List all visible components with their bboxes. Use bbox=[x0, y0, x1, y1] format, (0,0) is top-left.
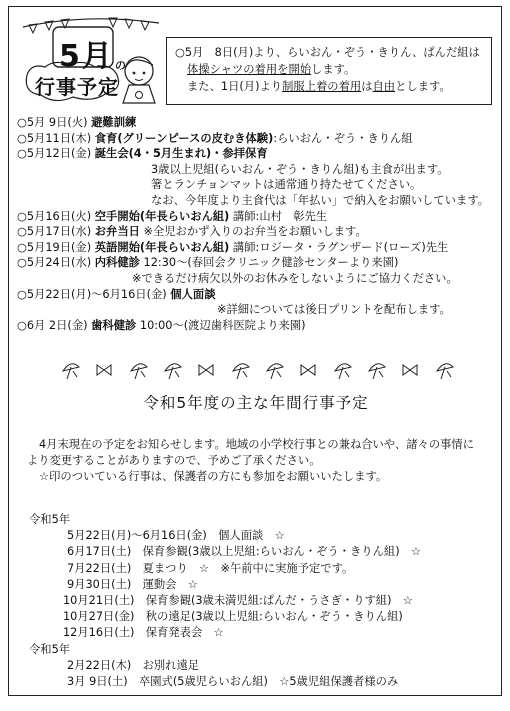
schedule-row bbox=[17, 287, 497, 303]
event-date: ○5月19日(金) bbox=[17, 240, 92, 254]
intro-line: より変更することがありますので、予めご了承ください。 bbox=[27, 454, 321, 467]
ribbon-icon bbox=[301, 365, 315, 375]
event-detail: 12:30～(春回会クリニック健診センターより来園) bbox=[143, 256, 399, 270]
umbrella-icon bbox=[437, 364, 453, 379]
event-title: 誕生会(4・5月生まれ)・参拝保育 bbox=[94, 147, 268, 161]
schedule-row bbox=[17, 115, 497, 131]
umbrella-ribbon-divider bbox=[57, 359, 467, 381]
notice-emphasis: 体操シャツの着用を開始 bbox=[187, 63, 312, 76]
notice-text: は bbox=[361, 80, 373, 93]
schedule-row bbox=[17, 224, 497, 240]
event-date: ○5月12日(金) bbox=[17, 147, 92, 161]
notice-text: します。 bbox=[311, 63, 356, 76]
event-title: 空手開始(年長らいおん組) bbox=[94, 209, 230, 223]
event-detail: 講師:山村 彰先生 bbox=[232, 209, 328, 223]
event-date: ○6月 2日(金) bbox=[17, 318, 88, 332]
annual-event: 7月22日(土) 夏まつり ☆ ※午前中に実施予定です。 bbox=[67, 561, 354, 575]
event-title: 英語開始(年長らいおん組) bbox=[94, 240, 230, 254]
event-note: 3歳以上児組(らいおん・ぞう・きりん組)も主食が出ます。 bbox=[151, 162, 449, 176]
event-detail: :らいおん・ぞう・きりん組 bbox=[273, 131, 413, 145]
event-note: なお、今年度より主食代は「年払い」で納入をお願いしています。 bbox=[151, 193, 490, 207]
schedule-row bbox=[17, 240, 497, 256]
annual-event: 2月22日(木) お別れ遠足 bbox=[67, 658, 200, 672]
notice-line bbox=[175, 78, 483, 95]
era-label: 令和5年 bbox=[29, 513, 71, 526]
annual-event: 6月17日(土) 保育参観(3歳以上児組:らいおん・ぞう・きりん組) ☆ bbox=[67, 545, 422, 559]
schedule-row bbox=[17, 131, 497, 147]
umbrella-icon bbox=[369, 364, 385, 379]
annual-event: 10月21日(土) 保育参観(3歳未満児組:ぱんだ・うさぎ・りす組) ☆ bbox=[63, 594, 413, 608]
annual-title: 令和5年度の主な年間行事予定 bbox=[143, 394, 369, 412]
notice-line bbox=[175, 61, 483, 78]
notice-box bbox=[166, 37, 492, 105]
event-date: ○5月22日(月)～6月16日(金) bbox=[17, 287, 167, 301]
event-detail: 10:00～(渡辺歯科医院より来園) bbox=[139, 318, 306, 332]
annual-intro bbox=[27, 437, 487, 485]
event-detail: ※全児おかず入りのお弁当をお願いします。 bbox=[143, 225, 367, 239]
event-title: 歯科健診 bbox=[91, 318, 137, 332]
logo-subtitle: 行事予定 bbox=[35, 75, 119, 99]
ribbon-icon bbox=[97, 365, 111, 375]
event-title: 個人面談 bbox=[170, 287, 216, 301]
event-date: ○5月24日(水) bbox=[17, 256, 92, 270]
may-schedule bbox=[17, 115, 497, 333]
umbrella-icon bbox=[335, 364, 351, 379]
umbrella-icon bbox=[131, 364, 147, 379]
event-detail: 講師:ロジータ・ラグンザード(ローズ)先生 bbox=[232, 240, 449, 254]
umbrella-icon bbox=[63, 364, 79, 379]
event-date: ○5月 9日(火) bbox=[17, 116, 88, 129]
notice-text: また、1日(月)より bbox=[187, 80, 283, 93]
event-title: 食育(グリーンピースの皮むき体験) bbox=[94, 131, 274, 145]
notice-emphasis: 制服上着の着用 bbox=[282, 80, 362, 93]
event-note: ※できるだけ病欠以外のお休みをしないようにご協力ください。 bbox=[132, 271, 458, 285]
era-label: 令和5年 bbox=[29, 642, 71, 656]
intro-line: ☆印のついている行事は、保護者の方にも参加をお願いいたします。 bbox=[39, 470, 388, 483]
schedule-row bbox=[17, 255, 497, 271]
notice-text: とします。 bbox=[395, 80, 451, 93]
annual-event: 5月22日(月)～6月16日(金) 個人面談 ☆ bbox=[67, 529, 285, 543]
event-title: お弁当日 bbox=[94, 225, 140, 239]
logo-title: 5月 bbox=[59, 39, 114, 74]
schedule-row bbox=[17, 209, 497, 225]
event-date: ○5月11日(木) bbox=[17, 131, 92, 145]
annual-event: 9月30日(土) 運動会 ☆ bbox=[67, 577, 198, 591]
schedule-row bbox=[17, 146, 497, 162]
event-date: ○5月16日(火) bbox=[17, 209, 92, 223]
umbrella-icon bbox=[233, 364, 249, 379]
event-title: 内科健診 bbox=[94, 256, 140, 270]
umbrella-icon bbox=[267, 364, 283, 379]
event-date: ○5月17日(水) bbox=[17, 225, 92, 239]
event-note: ※詳細については後日プリントを配布します。 bbox=[217, 303, 451, 317]
annual-event-list bbox=[29, 512, 499, 690]
ribbon-icon bbox=[199, 365, 213, 375]
notice-line: ○5月 8日(月)より、らいおん・ぞう・きりん、ぱんだ組は bbox=[175, 46, 480, 59]
newsletter-page bbox=[8, 6, 502, 696]
annual-event: 10月27日(金) 秋の遠足(3歳以上児組:らいおん・ぞう・きりん組) bbox=[63, 610, 403, 624]
event-note: 箸とランチョンマットは通常通り持たせてください。 bbox=[151, 178, 422, 192]
ribbon-icon bbox=[403, 365, 417, 375]
annual-event: 12月16日(土) 保育発表会 ☆ bbox=[63, 626, 224, 640]
logo-block bbox=[19, 13, 167, 109]
umbrella-icon bbox=[165, 364, 181, 379]
notice-emphasis: 自由 bbox=[372, 80, 396, 93]
event-title: 避難訓練 bbox=[91, 116, 137, 129]
intro-line: 4月末現在の予定をお知らせします。地域の小学校行事との兼ね合いや、諸々の事情に bbox=[39, 438, 475, 451]
annual-event: 3月 9日(土) 卒園式(5歳児らいおん組) ☆5歳児組保護者様のみ bbox=[67, 675, 399, 689]
schedule-row bbox=[17, 318, 497, 334]
logo-no: の bbox=[115, 59, 126, 72]
